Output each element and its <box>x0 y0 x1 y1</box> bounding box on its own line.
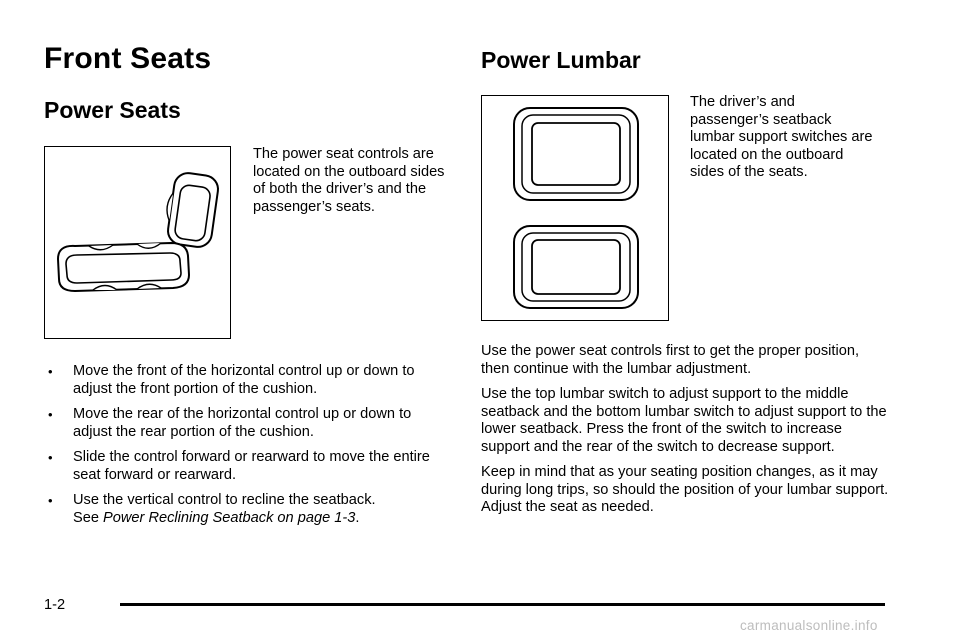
bullet-icon: • <box>48 407 53 422</box>
list-item <box>44 363 444 398</box>
bullet-text: Slide the control forward or rearward to move the entire seat forward or rearward. <box>73 449 430 483</box>
horizontal-control-icon <box>58 243 189 291</box>
bullet-icon: • <box>48 450 53 465</box>
power-lumbar-heading: Power Lumbar <box>481 47 641 73</box>
bullet-icon: • <box>48 364 53 379</box>
page-title: Front Seats <box>44 42 212 75</box>
power-seat-instructions-list <box>44 363 444 535</box>
bullet-text: Move the rear of the horizontal control up or down to adjust the rear portion of the cushion. <box>73 406 412 440</box>
list-item <box>44 492 444 527</box>
body-paragraph: Use the power seat controls first to get the proper position, then continue with the lumbar adjustment. <box>481 343 860 377</box>
vertical-control-icon <box>162 171 220 249</box>
bullet-text: Use the vertical control to recline the seatback. <box>73 492 376 508</box>
list-item <box>44 406 444 441</box>
top-lumbar-switch-icon <box>514 108 638 200</box>
seat-controls-drawing <box>45 147 229 337</box>
power-lumbar-body <box>481 343 891 525</box>
cross-reference-link[interactable]: Power Reclining Seatback on page 1-3 <box>103 509 356 526</box>
watermark: carmanualsonline.info <box>740 618 878 633</box>
lumbar-switches-drawing <box>482 96 667 319</box>
bottom-lumbar-switch-icon <box>514 226 638 308</box>
list-item <box>44 449 444 484</box>
see-prefix: See <box>73 509 99 526</box>
page-number: 1-2 <box>44 597 66 613</box>
body-paragraph: Keep in mind that as your seating position changes, as it may during long trips, so should the position of your lumbar support. Adjust the seat as needed. <box>481 464 889 515</box>
power-seats-heading: Power Seats <box>44 97 181 123</box>
power-seats-intro: The power seat controls are located on the outboard sides of both the driver’s and the passenger’s seats. <box>253 146 445 215</box>
power-lumbar-intro: The driver’s and passenger’s seatback lumbar support switches are located on the outboard sides of the seats. <box>690 94 873 180</box>
see-suffix: . <box>355 509 360 526</box>
body-paragraph: Use the top lumbar switch to adjust support to the middle seatback and the bottom lumbar switch to adjust support to the lower seatback. Press the front of the switch to increase support and the rear of the switch to decrease support. <box>481 386 887 455</box>
bullet-text: Move the front of the horizontal control up or down to adjust the front portion of the cushion. <box>73 363 415 397</box>
lumbar-switches-illustration <box>481 95 669 321</box>
footer-rule <box>120 603 885 606</box>
bullet-icon: • <box>48 493 53 508</box>
power-seat-controls-illustration <box>44 146 231 339</box>
